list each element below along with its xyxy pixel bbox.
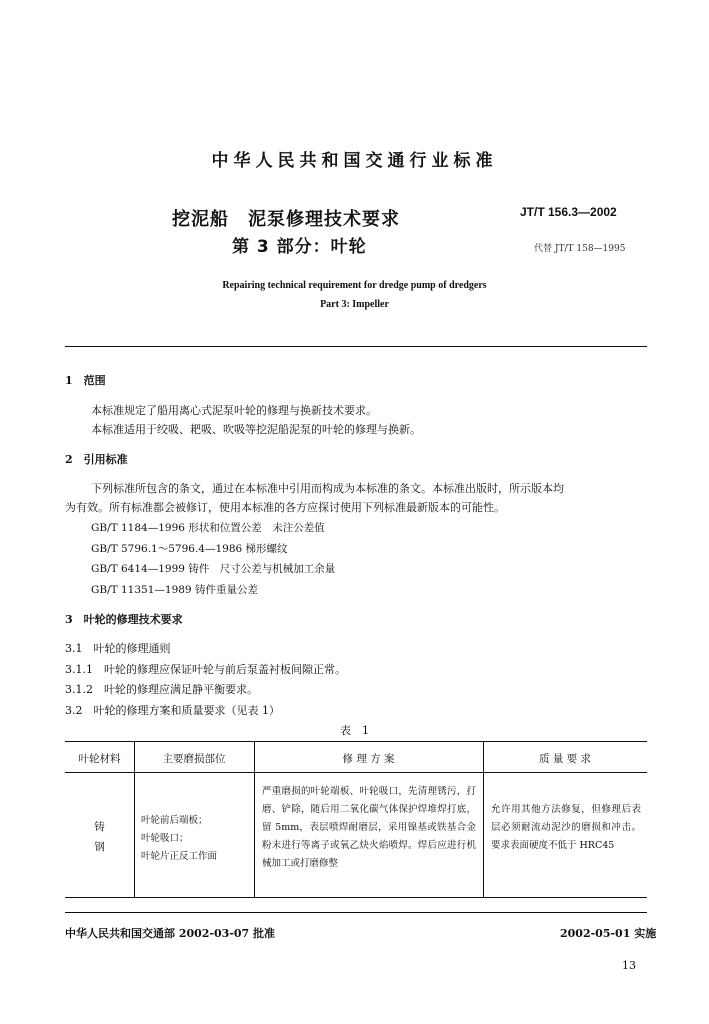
clause-3-2: 3.2 叶轮的修理方案和质量要求（见表 1） — [65, 704, 280, 717]
wear-part: 叶轮前后端板； — [141, 815, 208, 826]
english-title-1: Repairing technical requirement for dredge pump of dredgers — [222, 280, 487, 291]
table-header-rule — [65, 772, 647, 773]
page-number: 13 — [622, 959, 636, 972]
standard-header: 中华人民共和国交通行业标准 — [211, 151, 498, 171]
title-line-1: 挖泥船 泥泵修理技术要求 — [172, 209, 400, 230]
ref-item: GB/T 5796.1～5796.4—1986 梯形螺纹 — [91, 543, 288, 555]
section-1-para-1: 本标准规定了船用离心式泥泵叶轮的修理与换新技术要求。 — [91, 404, 377, 417]
wear-part: 叶轮片正反工作面 — [141, 851, 218, 862]
standard-code: JT/T 156.3—2002 — [520, 205, 617, 219]
wear-part: 叶轮吸口； — [141, 833, 189, 844]
clause-3-1-1: 3.1.1 叶轮的修理应保证叶轮与前后泵盖衬板间隙正常。 — [65, 663, 346, 676]
section-2-para-a: 下列标准所包含的条文，通过在本标准中引用而构成为本标准的条文。本标准出版时，所示版本均 — [91, 482, 564, 495]
col-header-material: 叶轮材料 — [78, 753, 121, 765]
clause-3-1: 3.1 叶轮的修理通则 — [65, 642, 171, 655]
quality-requirement-cell: 允许用其他方法修复，但修理后表层必须耐流动泥沙的磨损和冲击。要求表面硬度不低于 HRC45 — [491, 804, 641, 851]
ref-item: GB/T 1184—1996 形状和位置公差 未注公差值 — [91, 522, 325, 534]
section-1-heading: 1 范围 — [65, 374, 106, 387]
english-title-2: Part 3: Impeller — [320, 299, 389, 310]
repair-table — [65, 741, 647, 898]
section-2-heading: 2 引用标准 — [65, 453, 128, 466]
table-caption: 表 1 — [340, 724, 369, 737]
material-cell-2: 钢 — [94, 841, 105, 853]
footer-rule — [65, 912, 647, 913]
implementation-date: 2002-05-01 实施 — [560, 927, 657, 940]
col-header-method: 修 理 方 案 — [342, 753, 395, 765]
section-1-para-2: 本标准适用于绞吸、耙吸、吹吸等挖泥船泥泵的叶轮的修理与换新。 — [91, 423, 421, 436]
section-2-para-b: 为有效。所有标准都会被修订，使用本标准的各方应探讨使用下列标准最新版本的可能性。 — [65, 501, 505, 514]
header-rule — [65, 346, 647, 347]
approval-date: 中华人民共和国交通部 2002-03-07 批准 — [65, 927, 276, 940]
section-3-heading: 3 叶轮的修理技术要求 — [65, 613, 183, 626]
replaces-note: 代替 JT/T 158—1995 — [534, 244, 626, 254]
material-cell-1: 铸 — [94, 821, 105, 833]
col-header-quality: 质 量 要 求 — [538, 753, 591, 765]
clause-3-1-2: 3.1.2 叶轮的修理应满足静平衡要求。 — [65, 683, 258, 696]
ref-item: GB/T 11351—1989 铸件重量公差 — [91, 584, 258, 596]
repair-method-cell: 严重磨损的叶轮端板、叶轮吸口，先清理锈污，打磨、铲除，随后用二氧化碳气体保护焊堆焊打底，留 5mm，表层喷焊耐磨层，采用镍基或铁基合金粉末进行等离子或氧乙炔火焰喷焊。焊后应进行机械加工或打磨修整 — [262, 786, 476, 869]
title-line-2: 第 3 部分：叶轮 — [232, 237, 367, 257]
col-header-wear-parts: 主要磨损部位 — [162, 753, 226, 765]
ref-item: GB/T 6414—1999 铸件 尺寸公差与机械加工余量 — [91, 563, 336, 575]
